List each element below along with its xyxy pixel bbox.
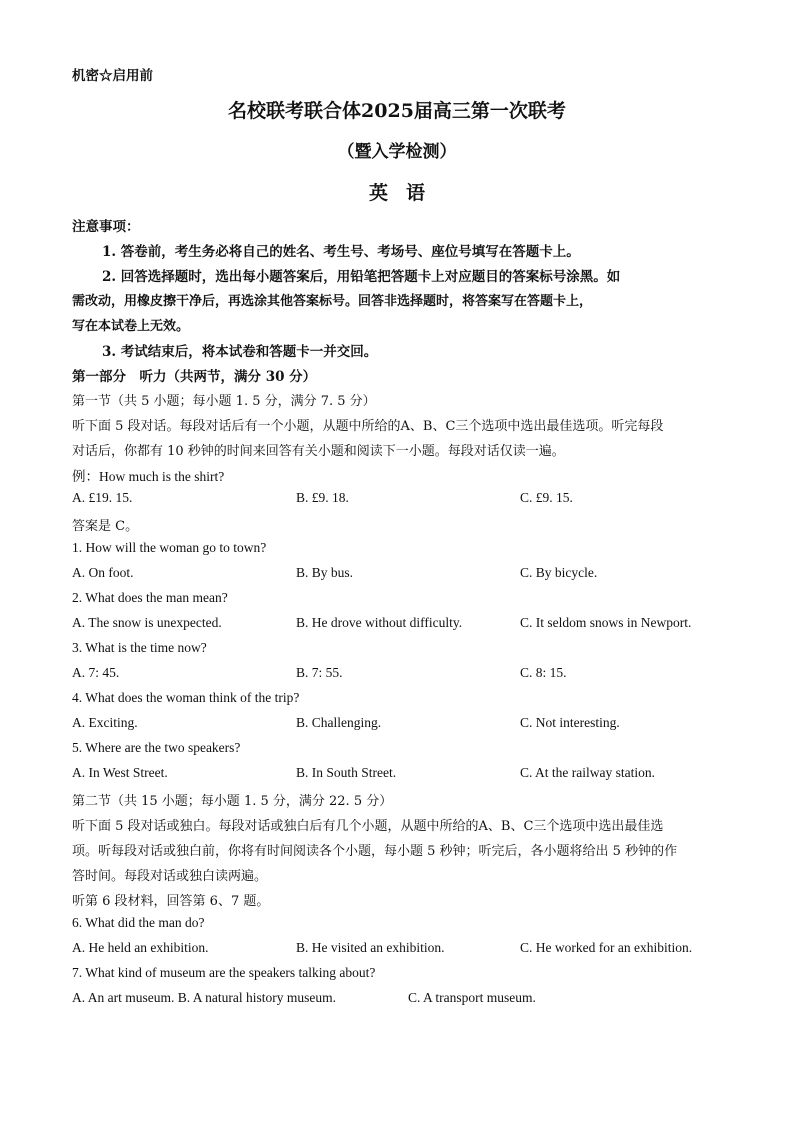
material-6-label: 听第 6 段材料，回答第 6、7 题。 — [72, 894, 270, 909]
q1-option-b: B. By bus. — [296, 565, 354, 580]
question-1: 1. How will the woman go to town? — [72, 540, 267, 555]
note-2-cont: 需改动，用橡皮擦干净后，再选涂其他答案标号。回答非选择题时，将答案写在答题卡上， — [72, 294, 593, 309]
q7-options-ab: A. An art museum. B. A natural history museum. — [72, 990, 336, 1005]
question-4: 4. What does the woman think of the trip? — [72, 690, 300, 705]
example-answer: 答案是 C。 — [72, 519, 139, 534]
q7-option-c: C. A transport museum. — [408, 990, 536, 1005]
subject-title: 英语 — [368, 182, 443, 204]
exam-title: 名校联考联合体2025届高三第一次联考 — [228, 100, 566, 122]
part1-heading: 第一部分 听力（共两节，满分 30 分） — [72, 369, 317, 385]
section1-instructions-2: 对话后，你都有 10 秒钟的时间来回答有关小题和阅读下一小题。每段对话仅读一遍。 — [72, 444, 565, 459]
q2-option-c: C. It seldom snows in Newport. — [520, 615, 692, 630]
q4-option-b: B. Challenging. — [296, 715, 382, 730]
q3-option-c: C. 8: 15. — [520, 665, 567, 680]
note-2: 2. 回答选择题时，选出每小题答案后，用铅笔把答题卡上对应题目的答案标号涂黑。如 — [102, 269, 621, 285]
q2-option-a: A. The snow is unexpected. — [72, 615, 222, 630]
section1-heading: 第一节（共 5 小题；每小题 1. 5 分，满分 7. 5 分） — [72, 394, 376, 409]
section2-heading: 第二节（共 15 小题；每小题 1. 5 分，满分 22. 5 分） — [72, 794, 393, 809]
question-3: 3. What is the time now? — [72, 640, 207, 655]
notes-heading: 注意事项： — [72, 219, 140, 235]
section2-instructions-2: 项。听每段对话或独白前，你将有时间阅读各个小题，每小题 5 秒钟；听完后，各小题将给出 5 秒钟的作 — [72, 844, 678, 859]
note-3: 3. 考试结束后，将本试卷和答题卡一并交回。 — [102, 344, 378, 360]
q4-option-c: C. Not interesting. — [520, 715, 620, 730]
exam-subtitle: （暨入学检测） — [337, 142, 457, 162]
q2-option-b: B. He drove without difficulty. — [296, 615, 463, 630]
confidential-label: 机密☆启用前 — [72, 68, 153, 84]
q3-option-b: B. 7: 55. — [296, 665, 343, 680]
example-option-a: A. £19. 15. — [72, 490, 133, 505]
question-2: 2. What does the man mean? — [72, 590, 228, 605]
q6-option-c: C. He worked for an exhibition. — [520, 940, 693, 955]
section1-instructions-1: 听下面 5 段对话。每段对话后有一个小题，从题中所给的A、B、C三个选项中选出最佳选项。听完每段 — [72, 419, 664, 434]
q5-option-c: C. At the railway station. — [520, 765, 655, 780]
q3-option-a: A. 7: 45. — [72, 665, 120, 680]
q1-option-c: C. By bicycle. — [520, 565, 598, 580]
q5-option-b: B. In South Street. — [296, 765, 397, 780]
q1-option-a: A. On foot. — [72, 565, 134, 580]
section2-instructions-3: 答时间。每段对话或独白读两遍。 — [72, 869, 268, 884]
example-question: 例：How much is the shirt? — [72, 469, 225, 484]
question-5: 5. Where are the two speakers? — [72, 740, 241, 755]
q4-option-a: A. Exciting. — [72, 715, 138, 730]
note-1: 1. 答卷前，考生务必将自己的姓名、考生号、考场号、座位号填写在答题卡上。 — [102, 244, 580, 260]
question-7: 7. What kind of museum are the speakers talking about? — [72, 965, 376, 980]
example-option-c: C. £9. 15. — [520, 490, 573, 505]
q6-option-a: A. He held an exhibition. — [72, 940, 209, 955]
section2-instructions-1: 听下面 5 段对话或独白。每段对话或独白后有几个小题，从题中所给的A、B、C三个选项中选出最佳选 — [72, 819, 664, 834]
example-option-b: B. £9. 18. — [296, 490, 349, 505]
q6-option-b: B. He visited an exhibition. — [296, 940, 445, 955]
note-2-end: 写在本试卷上无效。 — [72, 319, 190, 334]
q5-option-a: A. In West Street. — [72, 765, 168, 780]
question-6: 6. What did the man do? — [72, 915, 205, 930]
